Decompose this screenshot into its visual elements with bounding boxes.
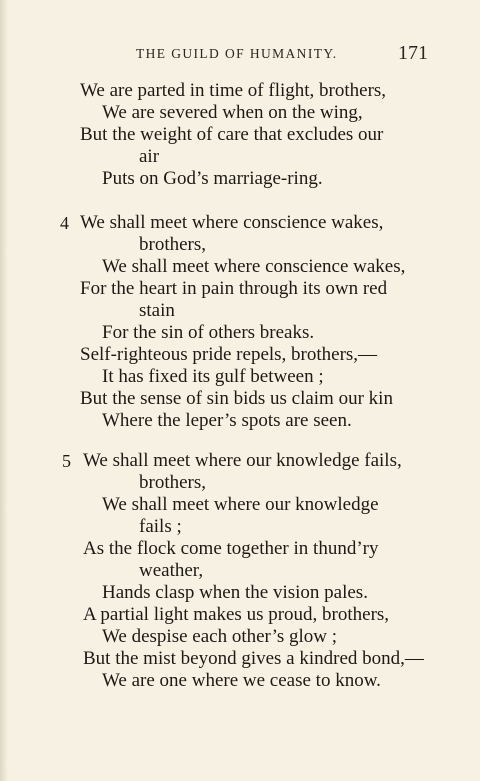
stanza-number: 5 bbox=[62, 451, 71, 471]
poem-line: It has fixed its gulf between ; bbox=[102, 366, 324, 387]
poem-line: air bbox=[139, 146, 160, 167]
poem-line: For the sin of others breaks. bbox=[102, 322, 315, 343]
poem-line: stain bbox=[139, 300, 175, 321]
poem-line: We despise each other’s glow ; bbox=[102, 626, 338, 647]
poem-line: We shall meet where our knowledge fails, bbox=[83, 450, 402, 471]
page-number: 171 bbox=[398, 42, 428, 64]
poem-line: But the mist beyond gives a kindred bond,— bbox=[83, 648, 424, 669]
poem-line: brothers, bbox=[139, 234, 207, 255]
poem-line: But the weight of care that excludes our bbox=[80, 124, 384, 145]
poem-line: fails ; bbox=[139, 516, 182, 537]
running-head: THE GUILD OF HUMANITY. bbox=[136, 46, 338, 61]
poem-line: brothers, bbox=[139, 472, 207, 493]
poem-line: We are severed when on the wing, bbox=[102, 102, 363, 123]
poem-line: Hands clasp when the vision pales. bbox=[102, 582, 368, 603]
poem-line: As the flock come together in thund’ry bbox=[83, 538, 379, 559]
poem-line: Where the leper’s spots are seen. bbox=[102, 410, 352, 431]
poem-line: We are one where we cease to know. bbox=[102, 670, 381, 691]
stanza-number: 4 bbox=[60, 213, 69, 233]
poem-line: Self-righteous pride repels, brothers,— bbox=[80, 344, 378, 365]
poem-line: But the sense of sin bids us claim our kin bbox=[80, 388, 393, 409]
poem-line: A partial light makes us proud, brothers, bbox=[83, 604, 390, 625]
poem-line: For the heart in pain through its own red bbox=[80, 278, 388, 299]
poem-line: We shall meet where conscience wakes, bbox=[102, 256, 406, 277]
poem-line: We are parted in time of flight, brothers, bbox=[80, 80, 387, 101]
poem-line: We shall meet where conscience wakes, bbox=[80, 212, 384, 233]
poem-line: We shall meet where our knowledge bbox=[102, 494, 379, 515]
poem-line: Puts on God’s marriage-ring. bbox=[102, 168, 323, 189]
poem-line: weather, bbox=[139, 560, 204, 581]
